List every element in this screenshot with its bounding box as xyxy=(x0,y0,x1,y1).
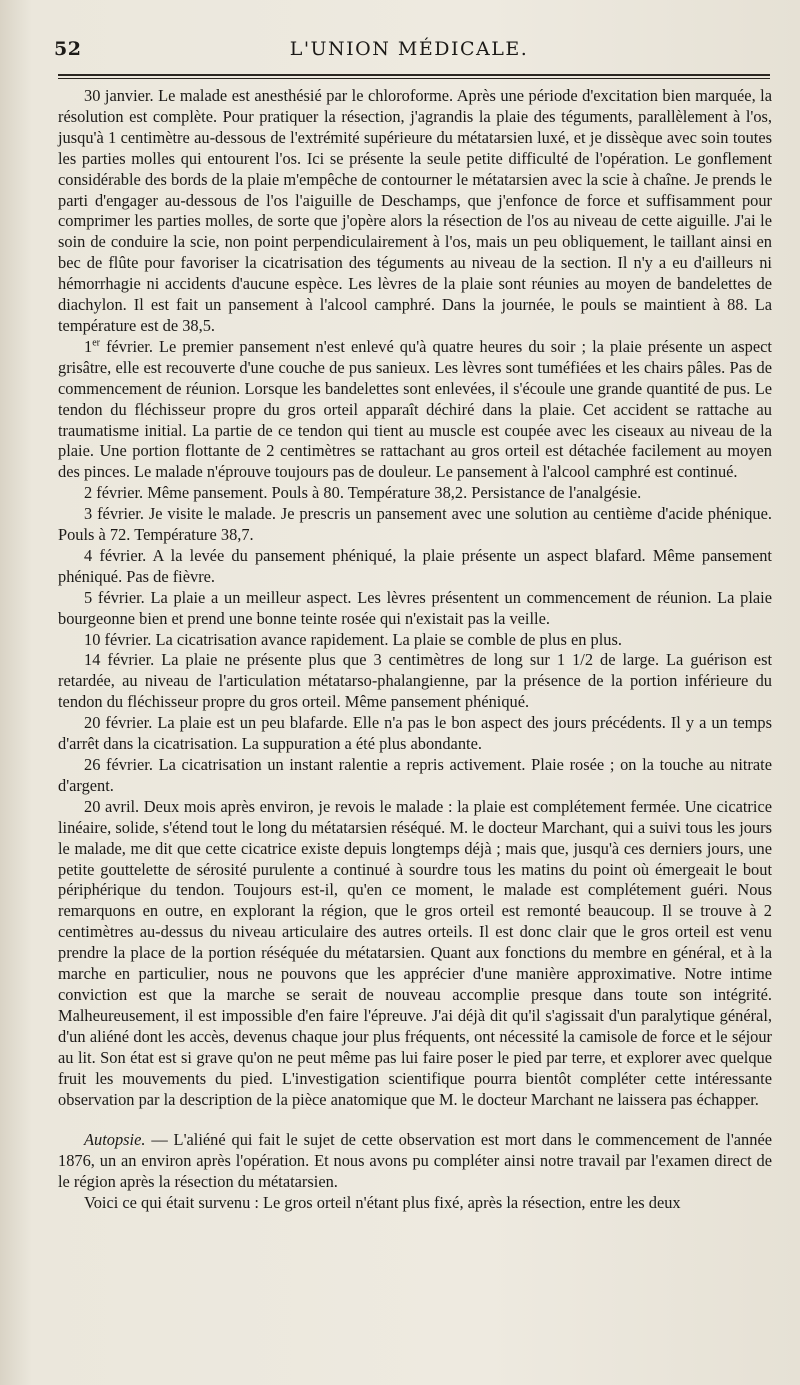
paragraph-14-fevrier: 14 février. La plaie ne présente plus que 3 centimètres de long sur 1 1/2 de large. La guérison est retardée, au niveau de l'articulation métatarso-phalangienne, par la présence de la portion inférieure du tendon du fléchisseur propre du gros orteil. Même pansement phéniqué. xyxy=(58,650,772,712)
running-title: L'UNION MÉDICALE. xyxy=(289,38,529,60)
page-number: 52 xyxy=(54,38,82,60)
paragraph-10-fevrier: 10 février. La cicatrisation avance rapidement. La plaie se comble de plus en plus. xyxy=(84,629,622,649)
header-rule xyxy=(58,74,770,79)
date-superscript: er xyxy=(92,337,100,349)
paragraph-1er-fevrier xyxy=(58,337,772,483)
paragraph-text: février. Le premier pansement n'est enlevé qu'à quatre heures du soir ; la plaie présente un aspect grisâtre, elle est recouverte d'une couche de pus sanieux. Les lèvres sont tuméfiées et les chairs pâles. Pas de commencement de réunion. Lorsque les bandelettes sont enlevées, il s'écoule une grande quantité de pus. Le tendon du fléchisseur propre du gros orteil apparaît déchiré dans la plaie. Cet accident se rattache au traumatisme initial. La partie de ce tendon qui tient au muscle est coupée avec les ciseaux au niveau de la plaie. Une portion flottante de 2 centimètres se rattachant au gros orteil est détachée facilement au moyen des pinces. Le malade n'éprouve toujours pas de douleur. Le pansement à l'alcool camphré est continué. xyxy=(58,336,772,482)
page-header xyxy=(54,38,764,72)
paragraph-20-avril: 20 avril. Deux mois après environ, je revois le malade : la plaie est complétement fermée. Une cicatrice linéaire, solide, s'étend tout le long du métatarsien réséqué. M. le docteur Marchant, qui a suivi tous les jours le malade, me dit que cette cicatrice existe depuis longtemps déjà ; mais que, jusqu'à ces derniers jours, une petite gouttelette de sérosité purulente a continué à sourdre tous les matins du point où émergeait le bout périphérique du tendon. Toujours est-il, qu'en ce moment, le malade est complétement guéri. Nous remarquons en outre, en explorant la région, que le gros orteil est remonté beaucoup. Il se trouve à 2 centimètres au-dessus du niveau articulaire des autres orteils. Il est donc clair que le gros orteil est venu prendre la place de la portion réséquée du métatarsien. Quant aux fonctions du membre en général, et à la marche en particulier, nous ne pouvons que les apprécier d'une manière approximative. Notre intime conviction est que la marche se serait de nouveau accomplie presque dans toute son intégrité. Malheureusement, il est impossible d'en faire l'épreuve. J'ai déjà dit qu'il s'agissait d'un paralytique général, d'un aliéné dont les accès, devenus chaque jour plus fréquents, ont nécessité la camisole de force et le séjour au lit. Son état est si grave qu'on ne peut même pas lui faire poser le pied par terre, et explorer avec quelque fruit les mouvements du pied. L'investigation scientifique pourra bientôt compléter cette intéressante observation par la description de la pièce anatomique que M. le docteur Marchant ne laissera pas échapper. xyxy=(58,796,772,1109)
paragraph-closing: Voici ce qui était survenu : Le gros orteil n'étant plus fixé, après la résection, entre les deux xyxy=(84,1193,681,1213)
paragraph-20-fevrier: 20 février. La plaie est un peu blafarde. Elle n'a pas le bon aspect des jours précédents. Il y a un temps d'arrêt dans la cicatrisation. La suppuration a été plus abondante. xyxy=(58,713,772,754)
paragraph-4-fevrier: 4 février. A la levée du pansement phéniqué, la plaie présente un aspect blafard. Même pansement phéniqué. Pas de fièvre. xyxy=(58,545,772,586)
paragraph-autopsie xyxy=(58,1130,772,1193)
paragraph-5-fevrier: 5 février. La plaie a un meilleur aspect. Les lèvres présentent un commencement de réunion. La plaie bourgeonne bien et prend une bonne teinte rosée qui n'existait pas la veille. xyxy=(58,587,772,628)
paragraph-3-fevrier: 3 février. Je visite le malade. Je prescris un pansement avec une solution au centième d'acide phénique. Pouls à 72. Température 38,7. xyxy=(58,504,772,545)
paragraph-26-fevrier: 26 février. La cicatrisation un instant ralentie a repris activement. Plaie rosée ; on la touche au nitrate d'argent. xyxy=(58,755,772,795)
autopsy-text: — L'aliéné qui fait le sujet de cette observation est mort dans le commencement de l'année 1876, un an environ après l'opération. Et nous avons pu compléter ainsi notre travail par l'examen direct de le région après la résection du métatarsien. xyxy=(58,1130,772,1192)
paragraph-2-fevrier: 2 février. Même pansement. Pouls à 80. Température 38,2. Persistance de l'analgésie. xyxy=(84,483,642,503)
date-number: 1 xyxy=(84,336,93,356)
autopsy-label: Autopsie. xyxy=(84,1130,146,1150)
paragraph-30-janvier: 30 janvier. Le malade est anesthésié par le chloroforme. Après une période d'excitation bien marquée, la résolution est complète. Pour pratiquer la résection, j'agrandis la plaie des téguments, parallèlement à l'os, jusqu'à 1 centimètre au-dessous de l'extrémité supérieure du métatarsien luxé, et je dissèque avec soin toutes les parties molles qui entourent l'os. Ici se présente la seule petite difficulté de l'opération. Le gonflement considérable des bords de la plaie m'empêche de contourner le métatarsien avec la scie à chaîne. Je prends le parti d'engager au-dessous de l'os l'aiguille de Deschamps, que j'enfonce de force et suffisamment pour comprimer les parties molles, de sorte que j'opère alors la résection de l'os au niveau de cette aiguille. J'ai le soin de conduire la scie, non point perpendiculairement à l'os, mais un peu obliquement, le taillant ainsi en bec de flûte pour favoriser la cicatrisation des téguments au niveau de la section. Il n'y a eu d'ailleurs ni hémorrhagie ni accidents d'aucune espèce. Les lèvres de la plaie sont réunies au moyen de bandelettes de diachylon. Il est fait un pansement à l'alcool camphré. Dans la journée, le pouls se maintient à 88. La température est de 38,5. xyxy=(58,86,772,335)
article-body xyxy=(58,86,772,1214)
